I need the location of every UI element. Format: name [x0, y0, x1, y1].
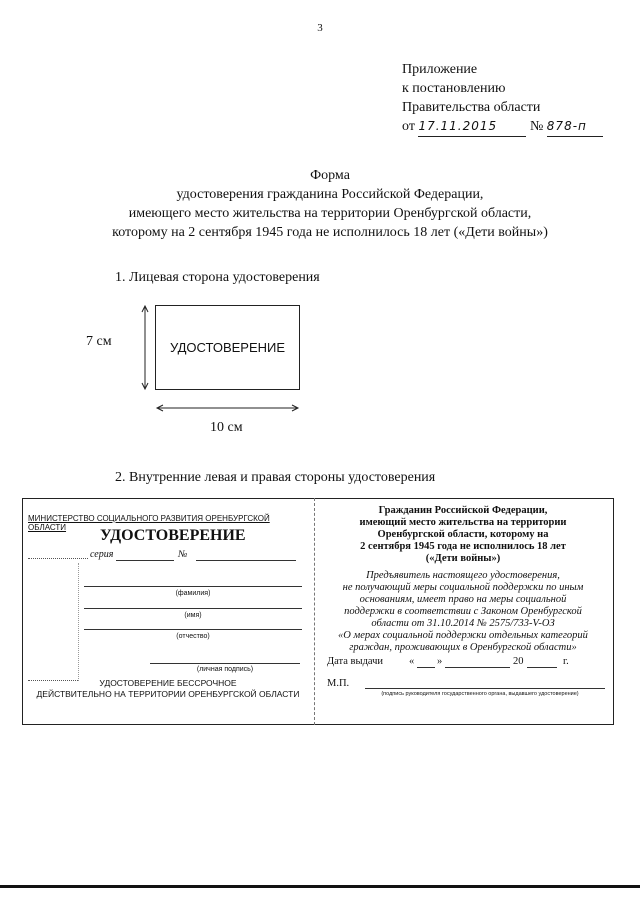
appendix-line-2: к постановлению [402, 81, 506, 96]
validity-note [28, 678, 308, 700]
italic-line-3: основаниям, имеет право на меры социальной [359, 594, 567, 605]
bold-line-2: имеющий место жительства на территории [359, 517, 567, 528]
patronymic-caption: (отчество) [176, 633, 210, 640]
section-1-heading: 1. Лицевая сторона удостоверения [115, 270, 320, 285]
front-card [155, 305, 300, 390]
series-row [28, 549, 298, 563]
scan-edge-bar [0, 885, 640, 888]
number-prefix: № [529, 119, 544, 134]
height-label: 7 см [86, 334, 112, 349]
stamp-label: М.П. [327, 678, 350, 689]
italic-line-2: не получающий меры социальной поддержки по иным [342, 582, 584, 593]
handwritten-date: 17.11.2015 [418, 117, 526, 137]
number-label: № [178, 549, 188, 560]
italic-line-4: поддержки в соответствии с Законом Оренбургской [344, 606, 582, 617]
card-fold-line [314, 498, 315, 725]
italic-line-6: «О мерах социальной поддержки отдельных категорий [338, 630, 588, 641]
front-card-label: УДОСТОВЕРЕНИЕ [169, 340, 286, 355]
date-prefix: от [402, 119, 415, 134]
quote-open: « [409, 656, 415, 667]
bold-line-1: Гражданин Российской Федерации, [378, 505, 548, 516]
title-line-2: удостоверения гражданина Российской Федерации, [176, 187, 484, 202]
bold-line-3: Оренбургской области, которому на [377, 529, 549, 540]
bold-line-5: («Дети войны») [425, 553, 501, 564]
left-card-title: УДОСТОВЕРЕНИЕ [100, 527, 246, 544]
issue-date-label: Дата выдачи [327, 656, 384, 667]
surname-caption: (фамилия) [175, 590, 211, 597]
italic-line-1: Предъявитель настоящего удостоверения, [366, 570, 560, 581]
quote-close: » [437, 656, 443, 667]
italic-line-7: граждан, проживающих в Оренбургской области» [349, 642, 577, 653]
issue-year-prefix: 20 [513, 656, 524, 667]
handwritten-number: 878-п [547, 117, 603, 137]
section-2-heading: 2. Внутренние левая и правая стороны удостоверения [115, 470, 436, 485]
appendix-date-line [402, 117, 603, 137]
validity-line-1: УДОСТОВЕРЕНИЕ БЕССРОЧНОЕ [99, 678, 237, 688]
appendix-line-1: Приложение [402, 62, 478, 77]
appendix-block [402, 60, 603, 137]
right-bold-heading [318, 505, 608, 565]
year-suffix: г. [563, 656, 569, 667]
bold-line-4: 2 сентября 1945 года не исполнилось 18 лет [360, 541, 566, 552]
page-number: 3 [317, 22, 323, 34]
name-caption: (имя) [184, 612, 202, 619]
series-label: серия [90, 549, 114, 560]
right-italic-text [318, 570, 608, 654]
photo-area [28, 563, 79, 681]
signature-caption: (личная подпись) [196, 666, 254, 673]
title-line-1: Форма [310, 168, 350, 183]
appendix-line-3: Правительства области [402, 100, 541, 115]
issue-date-row [327, 656, 607, 670]
title-line-3: имеющего место жительства на территории Оренбургской области, [128, 206, 532, 221]
head-signature-caption: (подпись руководителя государственного органа, выдавшего удостоверение) [381, 691, 579, 697]
width-label: 10 см [210, 420, 243, 435]
validity-line-2: ДЕЙСТВИТЕЛЬНО НА ТЕРРИТОРИИ ОРЕНБУРГСКОЙ ОБЛАСТИ [36, 689, 300, 699]
document-title [60, 166, 600, 242]
title-line-4: которому на 2 сентября 1945 года не исполнилось 18 лет («Дети войны») [112, 225, 548, 240]
ministry-name: МИНИСТЕРСТВО СОЦИАЛЬНОГО РАЗВИТИЯ ОРЕНБУРГСКОЙ ОБЛАСТИ [28, 514, 270, 532]
italic-line-5: области от 31.10.2014 № 2575/733-V-ОЗ [371, 618, 555, 629]
